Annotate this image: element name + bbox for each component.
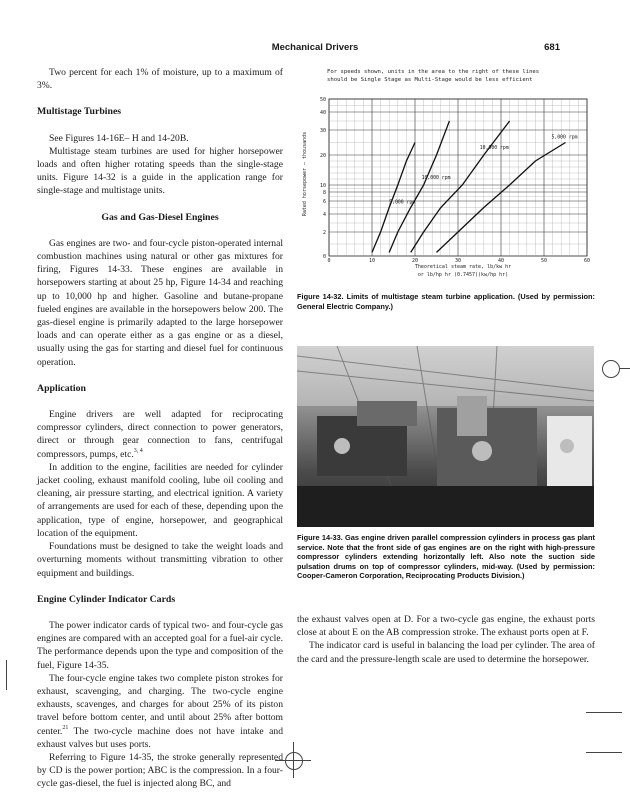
y-tick-label: 40 xyxy=(319,110,326,116)
reference-superscript: 21 xyxy=(62,724,69,731)
crop-mark-right-2 xyxy=(586,712,622,713)
x-tick-label: 50 xyxy=(540,258,548,264)
paragraph-application-2: In addition to the engine, facilities are needed for cylinder jacket cooling, exhaust manifold cooling, lube oil cooling and cleaning, air pressure starting, and electrical ignition. A variety of arrangements are used for each of these, depending upon the application, type of engine, horsepower, and geographical location of the equipment. xyxy=(37,461,283,539)
left-column xyxy=(37,66,283,791)
chart-note-line-2: should be Single Stage as Multi-Stage would be less efficient xyxy=(327,77,533,83)
compressor-plant-photo xyxy=(297,346,594,527)
paragraph-moisture: Two percent for each 1% of moisture, up to a maximum of 3%. xyxy=(37,67,283,92)
right-column xyxy=(297,613,595,666)
paragraph-indicator-2-text: The four-cycle engine takes two complete piston strokes for exhaust, scavenging, and charging. The two-cycle engine exhausts, scavenges, and charges for about 25% of its piston travel before bottom center, and until about 25% after bottom center. xyxy=(37,672,283,737)
heading-gas-engines: Gas and Gas-Diesel Engines xyxy=(101,211,219,223)
x-tick-label: 20 xyxy=(411,258,419,264)
paragraph-indicator-2 xyxy=(37,672,283,751)
crop-mark-left xyxy=(6,660,7,690)
heading-multistage-turbines: Multistage Turbines xyxy=(37,106,122,118)
reference-superscript: 3, 4 xyxy=(133,447,143,454)
series-curve-1 xyxy=(372,143,415,253)
figure-14-32 xyxy=(297,62,595,287)
chart-y-axis-label: Rated horsepower — thousands xyxy=(302,131,308,217)
figure-14-33-caption: Figure 14-33. Gas engine driven parallel compression cylinders in process gas plant service. Note that the front side of gas engines are on the right with high-pressure compressor cylinders extending horizontally left. Also note the suction side pulsation drums on top of compressor cylinders, mid-way. (Used by permission: Cooper-Cameron Corporation, Reciprocating Products Division.) xyxy=(297,533,595,581)
series-curve-2 xyxy=(389,121,449,252)
registration-mark-bottom-circle xyxy=(285,752,303,770)
y-tick-label: 0 xyxy=(322,254,326,260)
y-tick-label: 30 xyxy=(319,128,326,134)
x-tick-label: 60 xyxy=(583,258,591,264)
series-curve-3 xyxy=(411,121,510,252)
running-header-title: Mechanical Drivers xyxy=(271,42,359,53)
x-tick-label: 0 xyxy=(327,258,331,264)
steam-turbine-limits-chart xyxy=(297,62,595,287)
crop-mark-bottom-right xyxy=(586,752,622,753)
heading-application: Application xyxy=(37,382,86,394)
chart-x-axis-label-2: or lb/hp hr (0.7457)(kw/hp hr) xyxy=(417,272,509,278)
heading-indicator-cards: Engine Cylinder Indicator Cards xyxy=(37,593,176,605)
paragraph-application-1 xyxy=(37,408,283,461)
compressor-plant-illustration xyxy=(297,346,594,527)
curve-annotation-4: 5,000 rpm xyxy=(551,135,578,141)
y-tick-label: 50 xyxy=(319,97,326,103)
chart-note-line-1: For speeds shown, units in the area to the right of these lines xyxy=(327,69,540,75)
page-number: 681 xyxy=(544,42,560,53)
y-tick-label: 6 xyxy=(322,199,326,205)
paragraph-application-1-text: Engine drivers are well adapted for reciprocating compressor cylinders, direct connection to power generators, direct or through gear connection to fans, centrifugal compressors, pumps, etc. xyxy=(37,409,283,460)
curve-annotation-2: 10,000 rpm xyxy=(421,176,451,181)
paragraph-indicator-3: Referring to Figure 14-35, the stroke generally represented by CD is the power portion; ABC is the compression. In a four-cycle gas-diesel, the fuel is injected along BC, and xyxy=(37,751,283,790)
y-tick-label: 4 xyxy=(322,212,326,218)
paragraph-indicator-2-tail: The two-cycle machine does not have intake and exhaust valves but uses ports. xyxy=(37,725,283,750)
paragraph-multistage-1: See Figures 14-16E– H and 14-20B. xyxy=(49,132,189,144)
x-tick-label: 40 xyxy=(497,258,505,264)
curve-annotation-3: 10,000 rpm xyxy=(479,146,509,151)
chart-tick-labels xyxy=(320,97,590,264)
paragraph-gas-engines: Gas engines are two- and four-cycle piston-operated internal combustion machines using natural or other gas mixtures for firing, Figures 14-33. These engines are available in horsepowers starting at about 25 hp, Figure 14-34 and reaching up to 10,000 hp and higher. Gasoline and butane-propane fueled engines are available in the horsepowers below 200. The gas-diesel engine is primarily adapted to the large horsepower loads and can operate either as a gas engine or as a diesel, usually using the gas for starting and diesel fuel for continuous operation. xyxy=(37,237,283,368)
y-tick-label: 20 xyxy=(319,153,326,159)
chart-x-axis-label: Theoretical steam rate, lb/kw hr xyxy=(414,264,512,270)
x-tick-label: 10 xyxy=(368,258,376,264)
paragraph-continuation-1: the exhaust valves open at D. For a two-cycle gas engine, the exhaust ports close at about E on the AB compression stroke. The exhaust ports open at F. xyxy=(297,614,595,639)
y-tick-label: 10 xyxy=(319,183,326,189)
paragraph-continuation-2: The indicator card is useful in balancing the load per cylinder. The area of the card and the pressure-length scale are used to determine the horsepower. xyxy=(297,640,595,665)
y-tick-label: 8 xyxy=(322,190,326,196)
registration-mark-bottom-h xyxy=(275,760,311,761)
chart-curves xyxy=(372,121,566,252)
paragraph-indicator-1: The power indicator cards of typical two- and four-cycle gas engines are compared with an accepted goal for a fuel-air cycle. The performance depends upon the type and composition of the fuel, Figure 14-35. xyxy=(37,619,283,671)
curve-annotation-1: 5,000 rpm xyxy=(389,200,416,206)
registration-mark-right-circle xyxy=(602,360,620,378)
x-tick-label: 30 xyxy=(454,258,462,264)
paragraph-application-3: Foundations must be designed to take the weight loads and overturning moments without transmitting vibration to other equipment and buildings. xyxy=(37,541,283,579)
registration-mark-right-h xyxy=(620,368,630,369)
figure-14-32-caption: Figure 14-32. Limits of multistage steam turbine application. (Used by permission: General Electric Company.) xyxy=(297,292,595,311)
paragraph-multistage-2: Multistage steam turbines are used for higher horsepower loads and often higher rotating speeds than the single-stage units. Figure 14-32 is a guide in the application range for single-stage and multistage units. xyxy=(37,145,283,197)
y-tick-label: 2 xyxy=(322,230,326,236)
